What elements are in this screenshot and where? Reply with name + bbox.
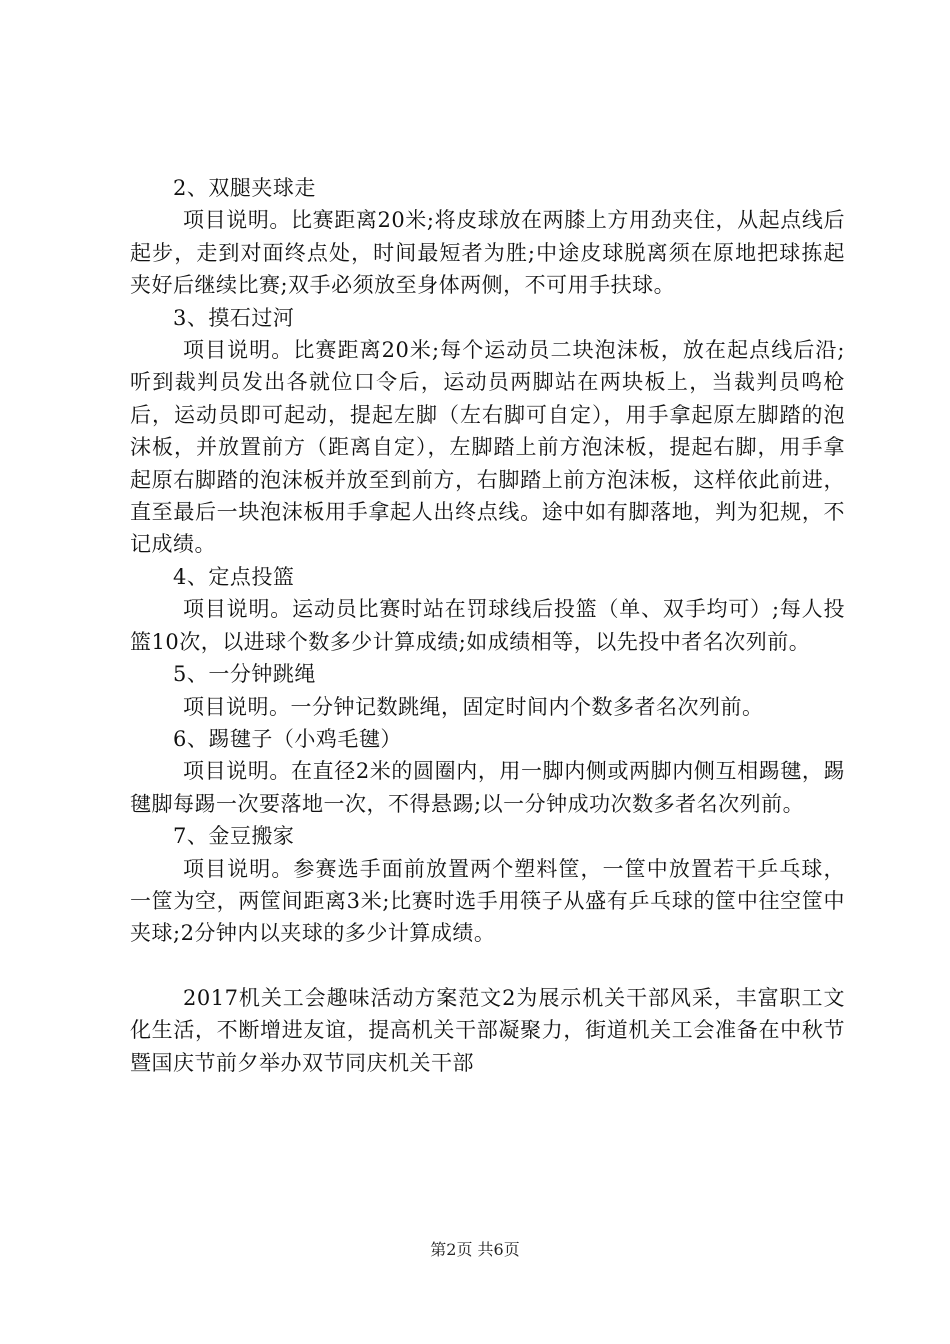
section-heading-7: 7、金豆搬家 [173,824,295,849]
section-body-5: 项目说明。一分钟记数跳绳，固定时间内个数多者名次列前。 [183,694,764,719]
section-body-7: 项目说明。参赛选手面前放置两个塑料筐，一筐中放置若干乒乓球，一筐为空，两筐间距离3米;比赛时选手用筷子从盛有乒乓球的筐中往空筐中夹球;2分钟内以夹球的多少计算成绩。 [130,856,845,946]
section-heading-3: 3、摸石过河 [173,305,295,330]
closing-paragraph: 2017机关工会趣味活动方案范文2为展示机关干部风采，丰富职工文化生活，不断增进友谊，提高机关干部凝聚力，街道机关工会准备在中秋节暨国庆节前夕举办双节同庆机关干部 [130,985,845,1075]
document-body [130,172,845,1079]
section-body-2: 项目说明。比赛距离20米;将皮球放在两膝上方用劲夹住，从起点线后起步，走到对面终点处，时间最短者为胜;中途皮球脱离须在原地把球拣起夹好后继续比赛;双手必须放至身体两侧，不可用手扶球。 [130,208,845,298]
section-body-6: 项目说明。在直径2米的圆圈内，用一脚内侧或两脚内侧互相踢毽，踢毽脚每踢一次要落地一次，不得悬踢;以一分钟成功次数多者名次列前。 [130,759,845,816]
section-heading-6: 6、踢毽子（小鸡毛毽） [173,726,402,751]
section-body-3: 项目说明。比赛距离20米;每个运动员二块泡沫板，放在起点线后沿;听到裁判员发出各就位口令后，运动员两脚站在两块板上，当裁判员鸣枪后，运动员即可起动，提起左脚（左右脚可自定），用手拿起原左脚踏的泡沫板，并放置前方（距离自定），左脚踏上前方泡沫板，提起右脚，用手拿起原右脚踏的泡沫板并放至到前方，右脚踏上前方泡沫板，这样依此前进，直至最后一块泡沫板用手拿起人出终点线。途中如有脚落地，判为犯规，不记成绩。 [130,338,845,557]
section-heading-2: 2、双腿夹球走 [173,176,316,200]
section-body-4: 项目说明。运动员比赛时站在罚球线后投篮（单、双手均可）;每人投篮10次，以进球个数多少计算成绩;如成绩相等，以先投中者名次列前。 [130,597,845,654]
section-heading-4: 4、定点投篮 [173,564,295,589]
section-heading-5: 5、一分钟跳绳 [173,662,316,687]
paragraph-spacer [130,950,845,982]
page-footer: 第2页 共6页 [430,1240,520,1259]
